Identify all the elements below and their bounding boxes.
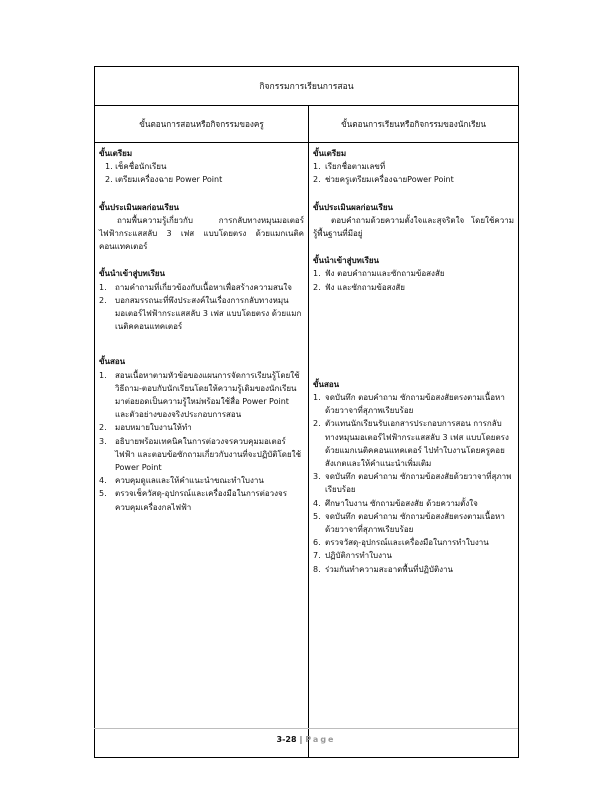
student-activities-cell bbox=[309, 143, 519, 758]
list-item: 2. ช่วยครูเตรียมเครื่องฉายPower Point bbox=[313, 175, 454, 185]
paragraph: ถามพื้นความรู้เกี่ยวกับ การกลับทางหมุนมอเตอร์ไฟฟ้ากระแสสลับ 3 เฟส แบบโดยตรง ด้วยแมกเนติคคอนแทคเตอร์ bbox=[99, 215, 304, 252]
section-title: ขั้นนำเข้าสู่บทเรียน bbox=[313, 256, 380, 266]
list-item: 2. เตรียมเครื่องฉาย Power Point bbox=[105, 175, 223, 185]
list-item: 1. เช็คชื่อนักเรียน bbox=[105, 162, 167, 172]
list-item: 2. ฟัง และซักถามข้อสงสัย bbox=[313, 282, 405, 292]
section-title: ขั้นนำเข้าสู่บทเรียน bbox=[99, 269, 166, 279]
teacher-activities-cell bbox=[95, 143, 309, 758]
footer-divider bbox=[94, 728, 518, 729]
page-footer bbox=[0, 735, 612, 744]
teacher-prep-section bbox=[99, 147, 304, 187]
teacher-pretest-section bbox=[99, 201, 304, 254]
list-item: 6. ตรวจวัสดุ-อุปกรณ์และเครื่องมือในการทำใบงาน bbox=[313, 538, 489, 548]
list-item: 3. จดบันทึก ตอบคำถาม ซักถามข้อสงสัยด้วยวาจาที่สุภาพเรียบร้อย bbox=[313, 472, 512, 495]
column-header-teacher: ขั้นตอนการสอนหรือกิจกรรมของครู bbox=[95, 106, 309, 143]
list-item: 7. ปฏิบัติการทำใบงาน bbox=[313, 551, 392, 561]
list-item: 1. สอนเนื้อหาตามหัวข้อของแผนการจัดการเรียนรู้โดยใช้วิธีถาม-ตอบกับนักเรียนโดยให้ความรู้เดิมของนักเรียนมาต่อยอดเป็นความรู้ใหม่พร้อมใช้สื่อ Power Point และตัวอย่างของจริงประกอบการสอน bbox=[99, 370, 300, 420]
page-label: Page bbox=[305, 735, 336, 744]
list-item: 2. บอกสมรรถนะที่พึงประสงค์ในเรื่องการกลับทางหมุนมอเตอร์ไฟฟ้ากระแสสลับ 3 เฟส แบบโดยตรง ด้วยแมกเนติคคอนแทคเตอร์ bbox=[99, 295, 302, 332]
list-item: 4. ศึกษาใบงาน ซักถามข้อสงสัย ด้วยความตั้งใจ bbox=[313, 498, 478, 508]
list-item: 1. ฟัง ตอบคำถามและซักถามข้อสงสัย bbox=[313, 269, 445, 279]
section-title: ขั้นสอน bbox=[99, 357, 126, 367]
student-prep-section bbox=[313, 147, 514, 187]
section-title: ขั้นเตรียม bbox=[99, 149, 133, 158]
student-pretest-section bbox=[313, 201, 514, 241]
list-item: 5. ตรวจเช็ควัสดุ-อุปกรณ์และเครื่องมือในการต่อวงจรควบคุมเครื่องกลไฟฟ้า bbox=[99, 489, 288, 512]
table-title: กิจกรรมการเรียนการสอน bbox=[95, 67, 519, 106]
section-title: ขั้นเตรียม bbox=[313, 149, 347, 158]
list-item: 1. จดบันทึก ตอบคำถาม ซักถามข้อสงสัยตรงตามเนื้อหาด้วยวาจาที่สุภาพเรียบร้อย bbox=[313, 393, 505, 416]
section-title: ขั้นสอน bbox=[313, 379, 340, 389]
list-item: 1. ถามคำถามที่เกี่ยวข้องกับเนื้อหาเพื่อสร้างความสนใจ bbox=[99, 282, 292, 292]
column-header-student: ขั้นตอนการเรียนหรือกิจกรรมของนักเรียน bbox=[309, 106, 519, 143]
teacher-teach-section bbox=[99, 355, 304, 513]
student-intro-section bbox=[313, 254, 514, 294]
student-teach-section bbox=[313, 378, 514, 576]
list-item: 8. ร่วมกันทำความสะอาดพื้นที่ปฏิบัติงาน bbox=[313, 564, 454, 574]
list-item: 5. จดบันทึก ตอบคำถาม ซักถามข้อสงสัยตรงตามเนื้อหาด้วยวาจาที่สุภาพเรียบร้อย bbox=[313, 511, 505, 535]
teacher-intro-section bbox=[99, 267, 304, 333]
list-item: 3. อธิบายพร้อมเทคนิคในการต่อวงจรควบคุมมอเตอร์ไฟฟ้า และตอบข้อซักถามเกี่ยวกับงานที่จะปฏิบัติโดยใช้ Power Point bbox=[99, 436, 302, 473]
list-item: 2. ตัวแทนนักเรียนรับเอกสารประกอบการสอน การกลับทางหมุนมอเตอร์ไฟฟ้ากระแสสลับ 3 เฟส แบบโดยตรง ด้วยแมกเนติคคอนแทคเตอร์ ไปทำใบงานโดยครูคอยสังเกตและให้คำแนะนำเพิ่มเติม bbox=[313, 419, 509, 469]
list-item: 1. เรียกชื่อตามเลขที่ bbox=[313, 162, 386, 172]
activity-table bbox=[94, 66, 519, 758]
list-item: 4. ควบคุมดูแลและให้คำแนะนำขณะทำใบงาน bbox=[99, 476, 264, 486]
section-title: ขั้นประเมินผลก่อนเรียน bbox=[99, 202, 179, 212]
footer-separator: | bbox=[299, 735, 303, 744]
section-title: ขั้นประเมินผลก่อนเรียน bbox=[313, 202, 393, 212]
list-item: 2. มอบหมายใบงานให้ทำ bbox=[99, 423, 192, 433]
paragraph: ตอบคำถามด้วยความตั้งใจและสุจริตใจ โดยใช้ความรู้พื้นฐานที่มีอยู่ bbox=[313, 215, 514, 239]
page-number: 3-28 bbox=[276, 735, 297, 744]
